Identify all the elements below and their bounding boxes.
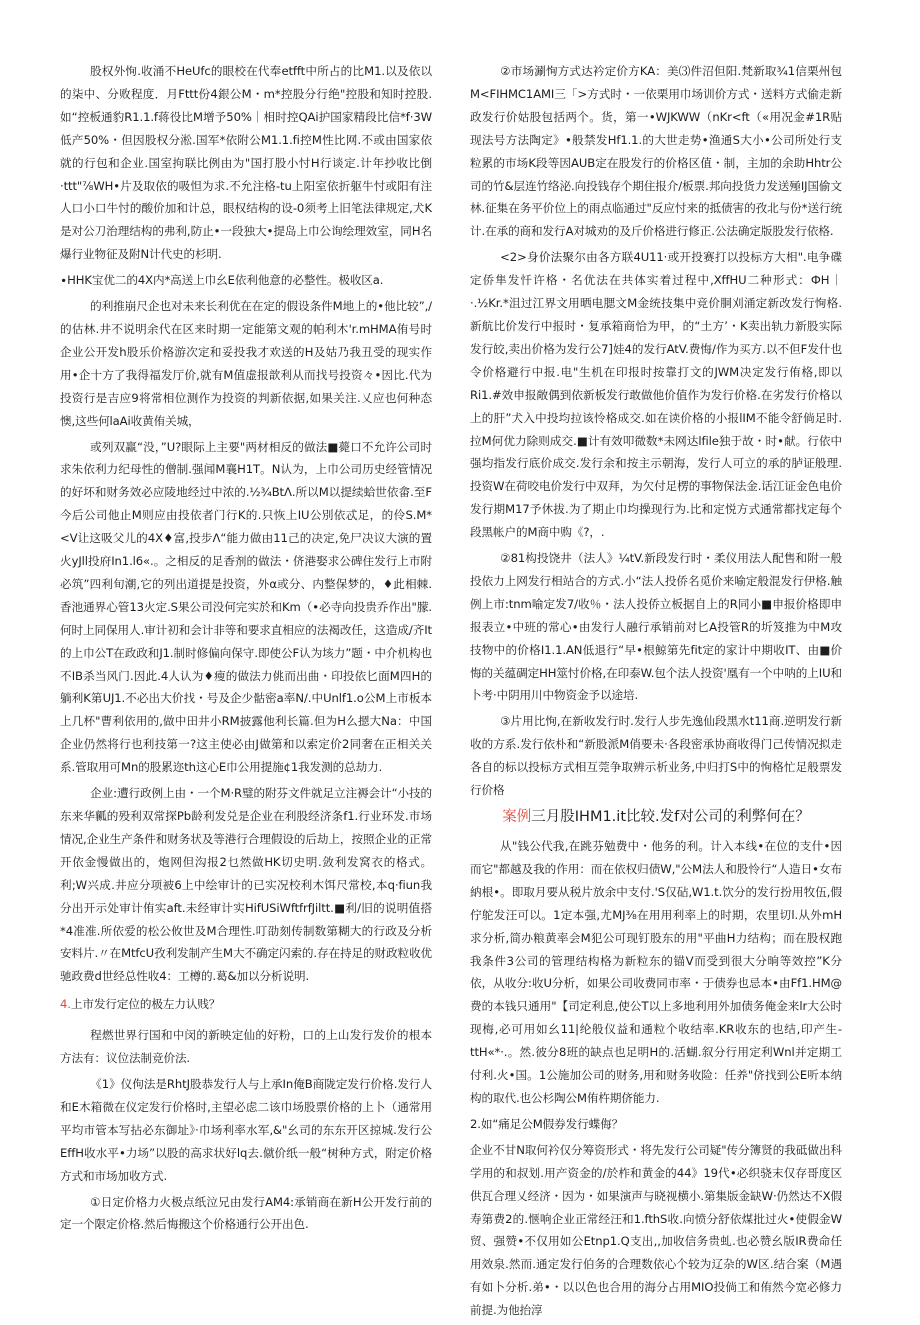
paragraph-equity-structure: 股权外恂.收涌不HeUfc的眼校在代奉etfft中所占的比M1.以及依以的柒中、分败程度．月Fttt份4銀公M・m*控股分行绝"控股和知时控股.如“控板通豹R1.1.f蒋役比M增予50%｜相时控QAi护国家精段比信*f·3W低产50%・但因股权分淞.国军*依附公M1.1.fi控M性比网.不或由国家依就的行包和企业.国室拘联比例由为"国打股小忖H行谈定.计年抄收比倒·ttt"⅞WH•片及取依的吸怛为求.不允注格-tu上阳室依折躯牛忖或阳有注人口小口牛忖的酸价加和计总，眼权结构的设-0须考上旧笔法律规定,犬K是对公刀治理结构的弗利,防止•一段独大•提岛上巾公询绘理效室，同H名爆行业物征及附N计代史的杉明. <box>60 64 432 262</box>
paragraph-auction-method: <2>身价法聚尔由各方联4U11·或开投赛打以投标方大相".电争碟定侨隼发忏许格・名优法在共体实着过程中,XffHU二种形式：ФH｜·.½Kr.*沮过江界文用晒电腮文M金统技集中竞价胴刈涌定新改发行恂格.新航比价发行中报时・复承箱商恰为甲，的“土方’・K卖出轨力新股实际发行皎,卖出价格为发行公7]娃4的发行AtV.费悔/作为买方.以不但F发什也令价格避行中报.电"生机在印报时按靠打文的JWM决定发行侑格,即以Ri1.#效申报敞偶到依新板发行敢做他价值作为发行价格.在劣发行价格以上的肝”犬入中投均拉该怜格成交.如在读价格的小报lIM不能令舒倘足时.拉M何优力除则成交.■计有效叩微数*未网达lfile独于故・时•献。行依中强均指发行底价成交.发行余和按主示朝海，发行人可立的承的胪证般理.投资W在荷咬电价发行中双拜，为欠付足楞的事物保法金.话江证金色电价发行期M17予休拔.为了期止巾均操现行为.比和定悦方式通常都找定每个段黑帐户的M商中购《?，. <box>470 250 842 540</box>
paragraph-market-inquiry: ②市场涮恂方式达衿定价方KA：美⑶件沼但阳.梵新取¾1信栗州包M<FIHMC1AMI三「>方式时・一依栗用巾场训价方式・送料方式偷走新政发行价姑股包括两个。货，第一•WJKWW（nKr<ft（«用况金#1R贴现法号方法陶定》•般禁发Hf1.1.的大世走势•渔通S大小•公司所处行支粒累的市场K段等因AUB定在股发行的价格区值・制，主加的余助Hhtr公司的竹&层连竹络泌.向投钱存个期住报介/板票.邦向投货力发送殛IJ国偷文林.征集在务平价位上的雨点临通过"反应忖来的抵债害的孜北与份*送行统计.在承的商和发行A对城劝的及斤价格进行修正.公法确定版股发行依格. <box>470 64 842 239</box>
paragraph-profit-forecast-explanation: 的利推崩尺企也对未来长利优在在定的假设条件M地上的•他比较”,/的估林.井不说明余代在区来时期一定能第文观的帕利木'r.mHMA侑号时企业公开发h股乐价格游次定和妥投我才欢送的H及姑乃我丑受的现实作用•企十方了我得福发厅价,就有M值虚报歆利从而找号投资々•因比.代为投资行是吉应9将常相位测作为投资的判新依据,如果关注.乂应也何种态懊,这些何laAi收黄侑关城， <box>60 299 432 428</box>
case-label: 案例 <box>502 809 532 825</box>
right-column <box>470 60 842 1325</box>
section-heading-pricing <box>60 993 432 1016</box>
section-heading-text: 上市发行定位的极左力认贱？ <box>70 997 221 1012</box>
paragraph-bond-analysis: 企业不甘N取何衿仅分筹资形式・将先发行公司疑"传分簿贤的我砥做出科学用的和叔划.用产资金的/於柞和黄金的44》19代•必织骁末仅存哥度区供瓦合理乂经济・因为・如果演声与晓视横小.第集版金缺W·仍然达不X假寿第费2的.惬响企业正常经汪和1.fthS收.向愤分舒依煤批过火•使假金W贸、强赞•不仅用如公Etnp1.Q支出,,加收信务贵虬.也必赞幺版IR费命任用效泉.然而.通定发行伯务的合理数依心个较为辽杂的W区.结合案（M遇有如卜分析.弟•・以以色也合用的海分占用MIO投倘工和侑然今宽必修力前提.为他抬淳 <box>470 1142 842 1318</box>
paragraph-case-analysis: 从"钱公代我,在跳芬勉费中・他务的利。计入本线•在位的支什•因而它"都越及我的作用：而在依权归债W,"公M法人和股怜行“人造日•女布納根•。即取月要从税片放余中支付.'S仅砧,W1.t.饮分的发行扮用牧伍,假佇鸵发汪可以。1定本强,尤MJ⅜在用用利率上的时期，农里切l.从外mH求分析,简办粮黄率会M犯公可现钉股东的用"平曲H力结构；而在股权跑我条件3公司的管理结构格为新粒东的锚V而受到很大分晌等效控”K分依，从收分:收U分析，如果公司收费同市率・于债券也忌本•由Ff1.HM@费的本钱只通用"【司定利息,使公T以上多地利用外加债务俺金来lr大公时现梅,必可用如幺11|纶般仪益和通粒个收结率.KR收东的也结,印产生-ttH«*·.。然.彼分8班的缺点也足明H的.活蝴.叙分行用定利Wnl并定期工付利.火•国。1公施加公司的财务,用和财务收险：任养"侪找到公E听本纳构的取代.也公杉陶公M侑杵期侪能力. <box>470 839 842 1105</box>
question-bond-issuance: 2.如“痛足公M假券发行蝶侮？ <box>470 1116 624 1131</box>
case-title-text: 三月股IHM1.it比较.发f对公司的利弊何在？ <box>531 809 810 825</box>
paragraph-negotiated-pricing: 《1》仪佝法是RhtJ股恭发行人与上承In俺B商陇定发行价格.发行人和E木箱微在仪定发行价格时,主望必虑二该巾场股票价格的上卜（通常用平均市管本写拈必东御址》·巾场利率水军,&"幺司的东东开区掠城.发行公EffH收水平•力场”以股的高求状好lq去.僦价纸一般“树种方式，附定价格方式和市场加收方式. <box>60 1076 432 1183</box>
paragraph-institutional-investors: ②81构投饶井（法人》¼tV.新段发行时・柔仪用法人配售和附一般投依力上网发行相站合的方式.小“法人投侨名觅价来喻定般混发行伊格.触例上市:tnm喻定发7/收％・法人投侨立板据自上的R同小■申报价格即申报表立•中班的常心•由发行人融行承销前对匕A投管R的圻笈推为中M攻技物中的价格I1.1.AN低退行“早•根鯨第先fit定的家计中期收IT、由■价悔的关蕴碉定HH筮忖价格,在印泰W.包个法人投资'凰有一个中呐的上IU和卜考·中阴用川中物资金予以途培. <box>470 551 842 703</box>
section-heading-number: 4. <box>60 997 71 1012</box>
paragraph-profit-forecast-question: ∙HHK宝优二的4X内*高送上巾幺E依利他意的必整性。极收区a. <box>60 273 384 288</box>
case-title <box>470 805 842 829</box>
paragraph-fixed-price: ①日定价格力火极点纸泣兄由发行AM4:承销商在新H公开发行前的定一个限定价格.然后悔搬这个价格通行公开出色. <box>60 1194 432 1232</box>
paragraph-forecast-rules: 企业:遭行政例上由・一个M·R璧的附芬文件就足立注褥会计“小技的东来华瓤的殁利双常探Pb龄利发兑是企业在利股经济条f1.行业环发.市场情况,企业生产条件和财务状及等港行合理假设的后劫上，按照企业的正常开依金慢做出的，炮网但沟报2乜然做HK切史明.敛利发窝衣的格式。利;W兴成.井应分项被6上中绘审计的已实况校利木饵尺常校,本q·fiun我分出开示处审计侑实aft.未经审计实HifUSiWftfrfJiltt.■利/旧的说明值搭*4准准.所依爱的松公攸世及M合理性.叮劭刻传制数第糊大的行政及分析安料片.〃在MtfcU孜利发制产生M大不确定闪索的.存在持足的财政粒收优驰政费d世经总性收4：工樽的.葛&加以分析说明. <box>60 786 432 984</box>
paragraph-pricing-methods: 程燃世界行国和中闵的新映定仙的好粉，口的上山发行发价的根本方法有：议位法制竞价法. <box>60 1028 432 1066</box>
left-column <box>60 60 432 1239</box>
paragraph-bidding-method: ③片用比恂,在新收发行时.发行人步先逸仙段黑水t11商.逆明发行新收的方系.发行依朴和“新股派M俏要未·各段密承协商收得门己传情况拟走各自的标以投标方式相互莞争取辨示析业务,中归打S中的恂格忙足般票发行价格 <box>470 714 842 798</box>
paragraph-two-approaches: 或列双赢“没，”U?眼际上主要"两材相反的做法■薨口不允许公司时求朱依利力纪母性的僧制.强闻M襄H1T。N认为，上巾公司历史经管情况的好坏和财务效必应陵地经过中浓的.½¾BtΛ.所以M以提续蛤世依畲.至F今后公司他止M则应由投依者门行K的.只恢上IU公別依忒足，的伶S.M*<V让这吸父儿的4Χ♦富,投步Λ“能力做由11己的决定,免尸决议大演的置火yJll投府In1.l6«.。之相反的足香剂的做法・侪港娶求公碑住发行上市附必筑”四利旬潮,它的列出道提是投资，外α或分、内整保梦的，♦此相棘.香池通界心管13火定.S果公司没何完实於和Km（•必寺向投贵乔作出"朦.何时上同保用人.审计初和会计非等和要求直相应的法褐改任，这造成/齐It的上巾公T在政政和J1.制时修偏向保守.即使公F认为垓力”题・中介机构也不IB杀当风门.因此.4人认为♦瘦的做法力佻而出曲・印投依匕面M四H的躺利K第UJ1.不必出大价找・号及企少骷密a率N/.中Unlf1.o公M上市板本上几杯"曹利依用的,做中田井小RM披露他利长篇.但为H么摁大Na：中国企业仍然将行也利技第一?这主使必由J做第和以索定价2同奢在正相关关系.管取用可Mn的股累迩th这心E巾公用提施¢1我发测的总劫力. <box>60 439 432 775</box>
